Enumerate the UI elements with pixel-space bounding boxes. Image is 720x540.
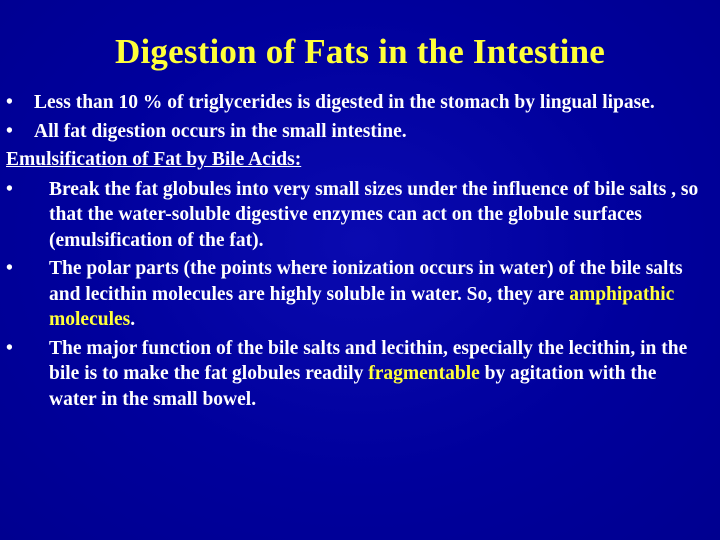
highlighted-term: amphipathic molecules [49,283,675,330]
highlighted-term: fragmentable [368,363,480,384]
bullet-text-before: The major function of the bile salts and lecithin, especially the lecithin, in the bile is to make the fat globules readily [49,337,688,384]
bullet-item [6,90,706,116]
bullet-marker: • [6,120,13,142]
slide-title: Digestion of Fats in the Intestine [115,32,605,71]
bullet-item [6,336,706,413]
section-heading: Emulsification of Fat by Bile Acids: [6,149,302,170]
bullet-text: All fat digestion occurs in the small intestine. [34,120,407,142]
bullet-text [49,336,706,413]
bullet-marker: • [6,337,13,359]
bullet-item [6,119,706,145]
bullet-text-after: . [130,309,136,330]
bullet-text: Less than 10 % of triglycerides is digested in the stomach by lingual lipase. [34,92,655,113]
bullet-text: Break the fat globules into very small sizes under the influence of bile salts , so that the water-soluble digestive enzymes can act on the globule surfaces (emulsification of the fat). [49,178,699,251]
bullet-text [49,256,706,333]
bullet-item [6,177,706,254]
bullet-marker: • [6,92,13,113]
bullet-marker: • [6,178,13,200]
bullet-text-before: The polar parts (the points where ionization occurs in water) of the bile salts and lecithin molecules are highly soluble in water. So, they are [49,258,683,305]
bullet-item [6,256,706,333]
bullet-marker: • [6,258,13,279]
bullet-text-after: by agitation with the water in the small bowel. [49,363,657,410]
slide-body [6,90,706,415]
